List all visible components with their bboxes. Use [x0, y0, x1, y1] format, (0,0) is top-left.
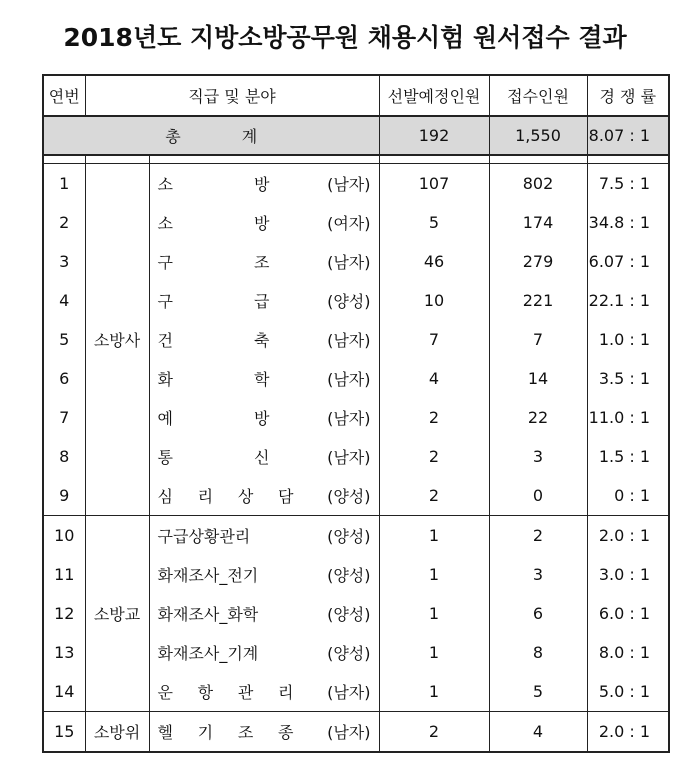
header-field: 직급 및 분야 [85, 75, 379, 116]
field-suffix: (양성) [327, 292, 371, 311]
applied-count: 22 [489, 398, 587, 437]
planned-count: 5 [379, 203, 489, 242]
field-char: 소 [157, 214, 173, 233]
competition-ratio: 7.5 : 1 [587, 164, 669, 204]
applied-count: 2 [489, 516, 587, 556]
row-number: 5 [43, 320, 85, 359]
field-char: 예 [157, 409, 173, 428]
field-name [149, 320, 379, 359]
field-name [149, 516, 379, 556]
competition-ratio: 11.0 : 1 [587, 398, 669, 437]
field-char: 기 [197, 723, 214, 742]
planned-count: 2 [379, 476, 489, 516]
field-suffix: (남자) [327, 448, 371, 467]
field-suffix: (남자) [327, 253, 371, 272]
applied-count: 3 [489, 437, 587, 476]
planned-count: 2 [379, 437, 489, 476]
row-number: 9 [43, 476, 85, 516]
applied-count: 802 [489, 164, 587, 204]
row-number: 8 [43, 437, 85, 476]
field-label [158, 602, 259, 625]
field-label [158, 680, 294, 703]
category-sobangsa: 소방사 [85, 164, 149, 516]
field-label [158, 211, 270, 234]
competition-ratio: 22.1 : 1 [587, 281, 669, 320]
applied-count: 279 [489, 242, 587, 281]
field-label [158, 406, 270, 429]
planned-count: 1 [379, 516, 489, 556]
table-row [43, 164, 669, 204]
field-char: 조 [237, 723, 254, 742]
row-number: 6 [43, 359, 85, 398]
field-char: 축 [254, 331, 270, 350]
field-char: 건 [157, 331, 173, 350]
competition-ratio: 3.5 : 1 [587, 359, 669, 398]
field-suffix: (양성) [327, 527, 371, 546]
field-name [149, 359, 379, 398]
field-name [149, 476, 379, 516]
field-label [158, 720, 294, 743]
field-label [158, 250, 270, 273]
table-row [43, 712, 669, 753]
total-ratio: 8.07 : 1 [587, 116, 669, 155]
total-planned: 192 [379, 116, 489, 155]
row-number: 11 [43, 555, 85, 594]
applied-count: 0 [489, 476, 587, 516]
field-char: 관 [237, 683, 254, 702]
field-label [158, 641, 259, 664]
field-char: 구 [157, 292, 173, 311]
competition-ratio: 34.8 : 1 [587, 203, 669, 242]
field-label [158, 172, 270, 195]
field-char: 화재조사_기계 [157, 644, 259, 663]
planned-count: 1 [379, 555, 489, 594]
row-number: 2 [43, 203, 85, 242]
field-char: 리 [197, 487, 214, 506]
field-name [149, 281, 379, 320]
field-char: 급 [254, 292, 270, 311]
field-label [158, 367, 270, 390]
applied-count: 14 [489, 359, 587, 398]
competition-ratio: 1.0 : 1 [587, 320, 669, 359]
field-char: 구급상황관리 [157, 527, 251, 546]
competition-ratio: 8.0 : 1 [587, 633, 669, 672]
field-char: 통 [157, 448, 173, 467]
applied-count: 3 [489, 555, 587, 594]
field-char: 신 [254, 448, 270, 467]
row-number: 7 [43, 398, 85, 437]
document-title: 2018년도 지방소방공무원 채용시험 원서접수 결과 [63, 23, 627, 52]
competition-ratio: 2.0 : 1 [587, 516, 669, 556]
field-name [149, 242, 379, 281]
field-suffix: (양성) [327, 487, 371, 506]
field-label [158, 484, 294, 507]
field-name [149, 555, 379, 594]
row-number: 15 [43, 712, 85, 753]
field-label [158, 524, 251, 547]
field-name [149, 164, 379, 204]
field-suffix: (남자) [327, 723, 371, 742]
field-name [149, 633, 379, 672]
field-label [158, 289, 270, 312]
total-label: 총 계 [43, 116, 379, 155]
field-suffix: (남자) [327, 683, 371, 702]
field-name [149, 672, 379, 712]
field-char: 소 [157, 175, 173, 194]
field-char: 항 [197, 683, 214, 702]
field-char: 조 [254, 253, 270, 272]
row-number: 10 [43, 516, 85, 556]
field-char: 담 [278, 487, 294, 506]
row-number: 14 [43, 672, 85, 712]
applied-count: 4 [489, 712, 587, 753]
header-no: 연번 [43, 75, 85, 116]
planned-count: 46 [379, 242, 489, 281]
field-char: 방 [254, 214, 270, 233]
applied-count: 7 [489, 320, 587, 359]
field-char: 학 [254, 370, 270, 389]
planned-count: 10 [379, 281, 489, 320]
field-suffix: (양성) [327, 566, 371, 585]
planned-count: 2 [379, 712, 489, 753]
competition-ratio: 2.0 : 1 [587, 712, 669, 753]
applied-count: 174 [489, 203, 587, 242]
row-number: 13 [43, 633, 85, 672]
field-char: 방 [254, 175, 270, 194]
planned-count: 4 [379, 359, 489, 398]
header-ratio: 경 쟁 률 [587, 75, 669, 116]
results-table [42, 74, 670, 753]
row-number: 4 [43, 281, 85, 320]
category-sobangwi: 소방위 [85, 712, 149, 753]
planned-count: 2 [379, 398, 489, 437]
applied-count: 221 [489, 281, 587, 320]
header-applied: 접수인원 [489, 75, 587, 116]
competition-ratio: 0 : 1 [587, 476, 669, 516]
field-name [149, 398, 379, 437]
planned-count: 107 [379, 164, 489, 204]
field-suffix: (남자) [327, 409, 371, 428]
competition-ratio: 3.0 : 1 [587, 555, 669, 594]
field-suffix: (남자) [327, 331, 371, 350]
field-name [149, 437, 379, 476]
row-number: 1 [43, 164, 85, 204]
applied-count: 6 [489, 594, 587, 633]
field-name [149, 203, 379, 242]
spacer-row [43, 155, 669, 164]
competition-ratio: 5.0 : 1 [587, 672, 669, 712]
competition-ratio: 1.5 : 1 [587, 437, 669, 476]
field-char: 운 [157, 683, 173, 702]
field-suffix: (양성) [327, 644, 371, 663]
total-row [43, 116, 669, 155]
field-name [149, 712, 379, 753]
table-row [43, 516, 669, 556]
field-char: 화재조사_전기 [157, 566, 259, 585]
field-suffix: (여자) [327, 214, 371, 233]
field-suffix: (남자) [327, 175, 371, 194]
row-number: 12 [43, 594, 85, 633]
header-planned: 선발예정인원 [379, 75, 489, 116]
planned-count: 1 [379, 633, 489, 672]
applied-count: 8 [489, 633, 587, 672]
field-char: 헬 [157, 723, 173, 742]
field-label [158, 328, 270, 351]
field-char: 심 [157, 487, 173, 506]
field-suffix: (양성) [327, 605, 371, 624]
category-sobanggyo: 소방교 [85, 516, 149, 712]
field-char: 방 [254, 409, 270, 428]
field-char: 화 [157, 370, 173, 389]
header-row [43, 75, 669, 116]
field-char: 화재조사_화학 [157, 605, 259, 624]
competition-ratio: 6.07 : 1 [587, 242, 669, 281]
field-label [158, 563, 259, 586]
row-number: 3 [43, 242, 85, 281]
field-char: 상 [237, 487, 254, 506]
field-suffix: (남자) [327, 370, 371, 389]
planned-count: 1 [379, 594, 489, 633]
field-char: 종 [278, 723, 294, 742]
planned-count: 7 [379, 320, 489, 359]
competition-ratio: 6.0 : 1 [587, 594, 669, 633]
field-label [158, 445, 270, 468]
field-char: 리 [278, 683, 294, 702]
total-applied: 1,550 [489, 116, 587, 155]
planned-count: 1 [379, 672, 489, 712]
field-name [149, 594, 379, 633]
applied-count: 5 [489, 672, 587, 712]
field-char: 구 [157, 253, 173, 272]
